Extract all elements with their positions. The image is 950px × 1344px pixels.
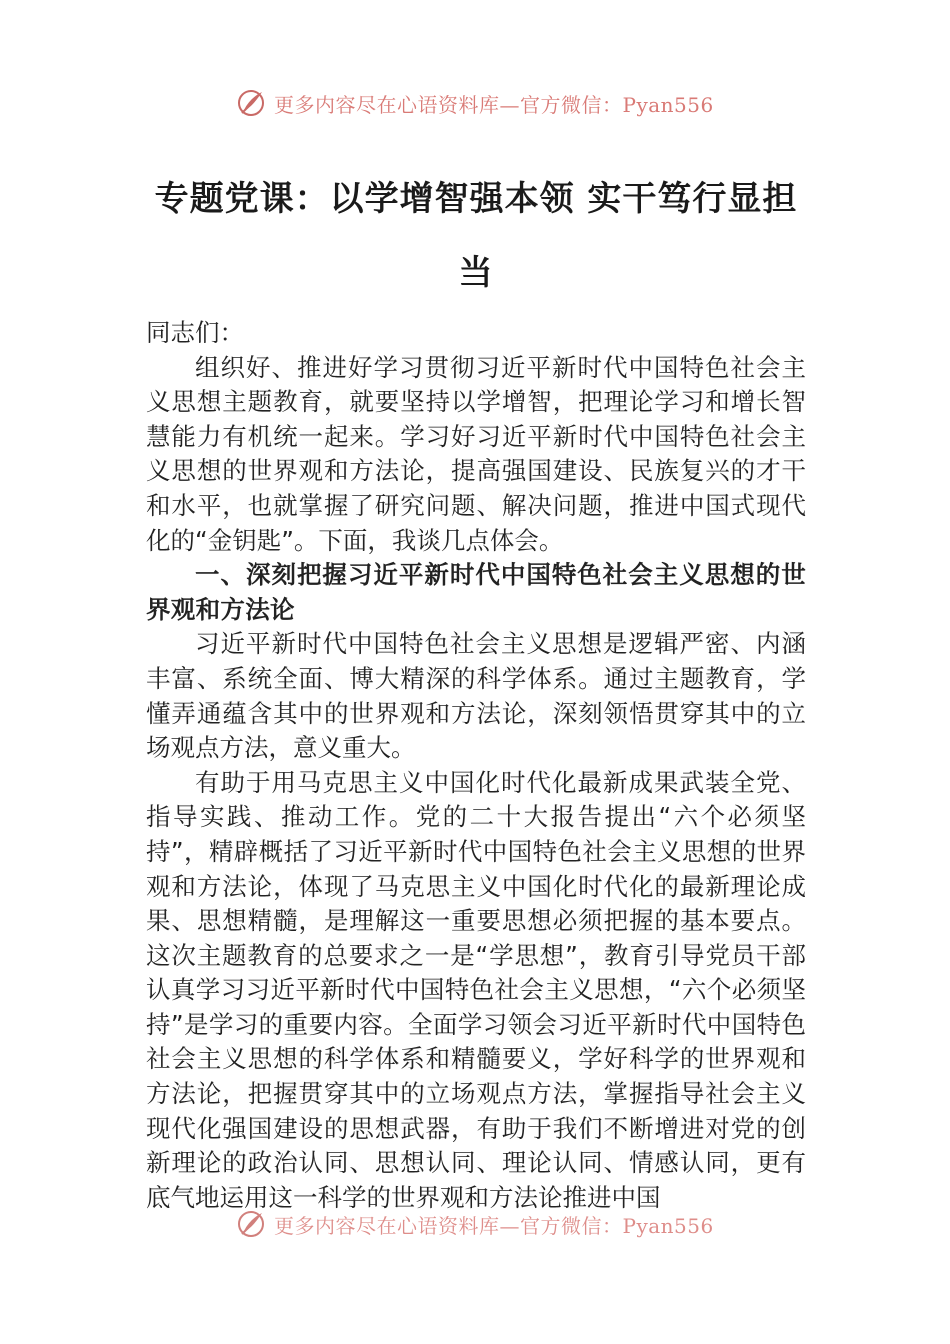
greeting: 同志们： [146, 318, 244, 347]
section-heading: 一、深刻把握习近平新时代中国特色社会主义思想的世界观和方法论 [146, 560, 806, 624]
intro-paragraph: 组织好、推进好学习贯彻习近平新时代中国特色社会主义思想主题教育，就要坚持以学增智，把理论学习和增长智慧能力有机统一起来。学习好习近平新时代中国特色社会主义思想的世界观和方法论，提高强国建设、民族复兴的才干和水平，也就掌握了研究问题、解决问题，推进中国式现代化的“金钥匙”。下面，我谈几点体会。 [146, 352, 806, 555]
section-paragraph-2: 有助于用马克思主义中国化时代化最新成果武装全党、指导实践、推动工作。党的二十大报告提出“六个必须坚持”，精辟概括了习近平新时代中国特色社会主义思想的世界观和方法论，体现了马克思主义中国化时代化的最新理论成果、思想精髓，是理解这一重要思想必须把握的基本要点。这次主题教育的总要求之一是“学思想”，教育引导党员干部认真学习习近平新时代中国特色社会主义思想，“六个必须坚持”是学习的重要内容。全面学习领会习近平新时代中国特色社会主义思想的科学体系和精髓要义，学好科学的世界观和方法论，把握贯穿其中的立场观点方法，掌握指导社会主义现代化强国建设的思想武器，有助于我们不断增进对党的创新理论的政治认同、思想认同、理论认同、情感认同，更有底气地运用这一科学的世界观和方法论推进中国 [146, 767, 806, 1212]
section-paragraph-1: 习近平新时代中国特色社会主义思想是逻辑严密、内涵丰富、系统全面、博大精深的科学体系。通过主题教育，学懂弄通蕴含其中的世界观和方法论，深刻领悟贯穿其中的立场观点方法，意义重大。 [146, 629, 806, 763]
feather-quill-logo-icon [236, 88, 266, 118]
feather-quill-logo-icon [236, 1209, 266, 1239]
watermark-text: 更多内容尽在心语资料库—官方微信：Pyan556 [274, 92, 714, 117]
document-title: 专题党课：以学增智强本领 实干笃行显担当 [154, 179, 798, 293]
watermark-text: 更多内容尽在心语资料库—官方微信：Pyan556 [274, 1213, 714, 1238]
watermark-footer [236, 1207, 714, 1241]
document-body [146, 316, 806, 1215]
watermark-header [236, 86, 714, 120]
